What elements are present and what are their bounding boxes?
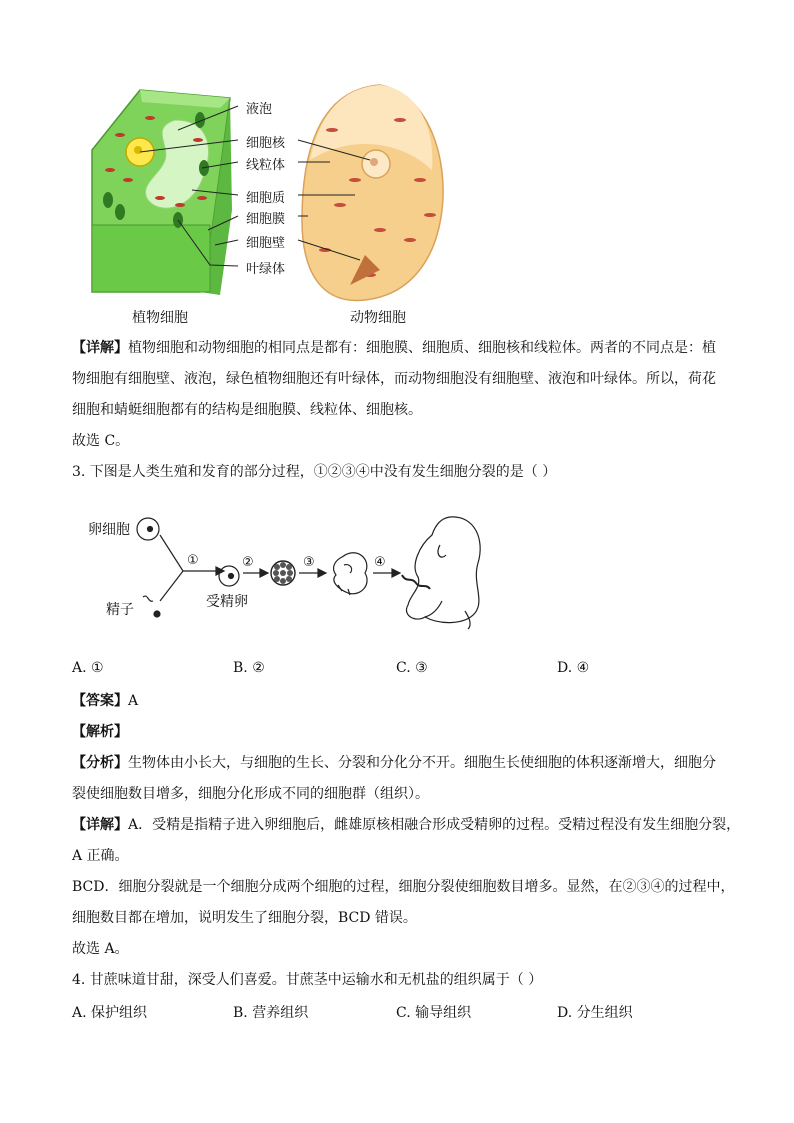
q3-analysis-line2: 裂使细胞数目增多，细胞分化形成不同的细胞群（组织）。 xyxy=(72,786,429,802)
label-cell-wall: 细胞壁 xyxy=(246,236,286,251)
q3-stem: 3. 下图是人类生殖和发育的部分过程，①②③④中没有发生细胞分裂的是（ ） xyxy=(72,464,557,480)
step-label-3: ③ xyxy=(303,555,315,570)
q4-option-c[interactable]: C. 输导组织 xyxy=(396,1005,472,1021)
q3-detail-line1 xyxy=(72,814,740,836)
q4-option-a[interactable]: A. 保护组织 xyxy=(72,1005,148,1021)
label-cell-membrane: 细胞膜 xyxy=(246,212,286,227)
label-chloroplast: 叶绿体 xyxy=(246,262,286,277)
q2-detail-line1 xyxy=(72,337,716,359)
q3-detail-text1: A．受精是指精子进入卵细胞后，雌雄原核相融合形成受精卵的过程。受精过程没有发生细胞分裂， xyxy=(128,817,741,833)
q3-option-c[interactable]: C. ③ xyxy=(396,660,428,676)
label-cytoplasm: 细胞质 xyxy=(246,191,286,206)
q3-analysis-line1 xyxy=(72,752,716,774)
label-mitochondria: 线粒体 xyxy=(246,158,286,173)
q3-detail-tag: 【详解】 xyxy=(72,817,128,833)
step-label-2: ② xyxy=(242,555,254,570)
q3-option-b[interactable]: B. ② xyxy=(233,660,265,676)
q3-option-d[interactable]: D. ④ xyxy=(557,660,590,676)
q3-option-a[interactable]: A. ① xyxy=(72,660,104,676)
sperm-label: 精子 xyxy=(106,602,134,618)
reproduction-figure xyxy=(80,505,510,645)
q3-conclusion: 故选 A。 xyxy=(72,941,129,957)
reproduction-diagram xyxy=(80,505,510,645)
animal-cell-caption: 动物细胞 xyxy=(350,310,406,326)
q2-detail-line3: 细胞和蜻蜓细胞都有的结构是细胞膜、线粒体、细胞核。 xyxy=(72,402,422,418)
q3-detail-line4: 细胞数目都在增加，说明发生了细胞分裂，BCD 错误。 xyxy=(72,910,417,926)
cell-figure xyxy=(80,80,460,330)
q2-detail-tag: 【详解】 xyxy=(72,340,128,356)
q3-analysis-tag: 【分析】 xyxy=(72,755,128,771)
step-label-1: ① xyxy=(187,553,199,568)
plant-cell-caption: 植物细胞 xyxy=(132,310,188,326)
q2-conclusion: 故选 C。 xyxy=(72,433,130,449)
q3-answer-tag: 【答案】 xyxy=(72,693,128,709)
q4-stem: 4. 甘蔗味道甘甜，深受人们喜爱。甘蔗茎中运输水和无机盐的组织属于（ ） xyxy=(72,972,543,988)
q2-detail-line2: 物细胞有细胞壁、液泡，绿色植物细胞还有叶绿体，而动物细胞没有细胞壁、液泡和叶绿体。所以，荷花 xyxy=(72,371,716,387)
q4-option-d[interactable]: D. 分生组织 xyxy=(557,1005,633,1021)
label-vacuole: 液泡 xyxy=(246,102,273,117)
label-nucleus: 细胞核 xyxy=(246,136,286,151)
q3-detail-line2: A 正确。 xyxy=(72,848,129,864)
q2-detail-text1: 植物细胞和动物细胞的相同点是都有：细胞膜、细胞质、细胞核和线粒体。两者的不同点是：植 xyxy=(128,340,716,356)
q3-answer-value: A xyxy=(128,693,139,709)
q4-option-b[interactable]: B. 营养组织 xyxy=(233,1005,309,1021)
step-label-4: ④ xyxy=(374,555,386,570)
zygote-label: 受精卵 xyxy=(206,594,248,610)
egg-label: 卵细胞 xyxy=(88,522,130,538)
q3-answer xyxy=(72,690,138,712)
q3-analysis-text1: 生物体由小长大，与细胞的生长、分裂和分化分不开。细胞生长使细胞的体积逐渐增大，细胞分 xyxy=(128,755,716,771)
animal-cell-illustration xyxy=(302,85,443,300)
q3-detail-line3: BCD．细胞分裂就是一个细胞分成两个细胞的过程，细胞分裂使细胞数目增多。显然，在②③④的过程中， xyxy=(72,879,735,895)
q3-analysis-title: 【解析】 xyxy=(72,724,128,740)
